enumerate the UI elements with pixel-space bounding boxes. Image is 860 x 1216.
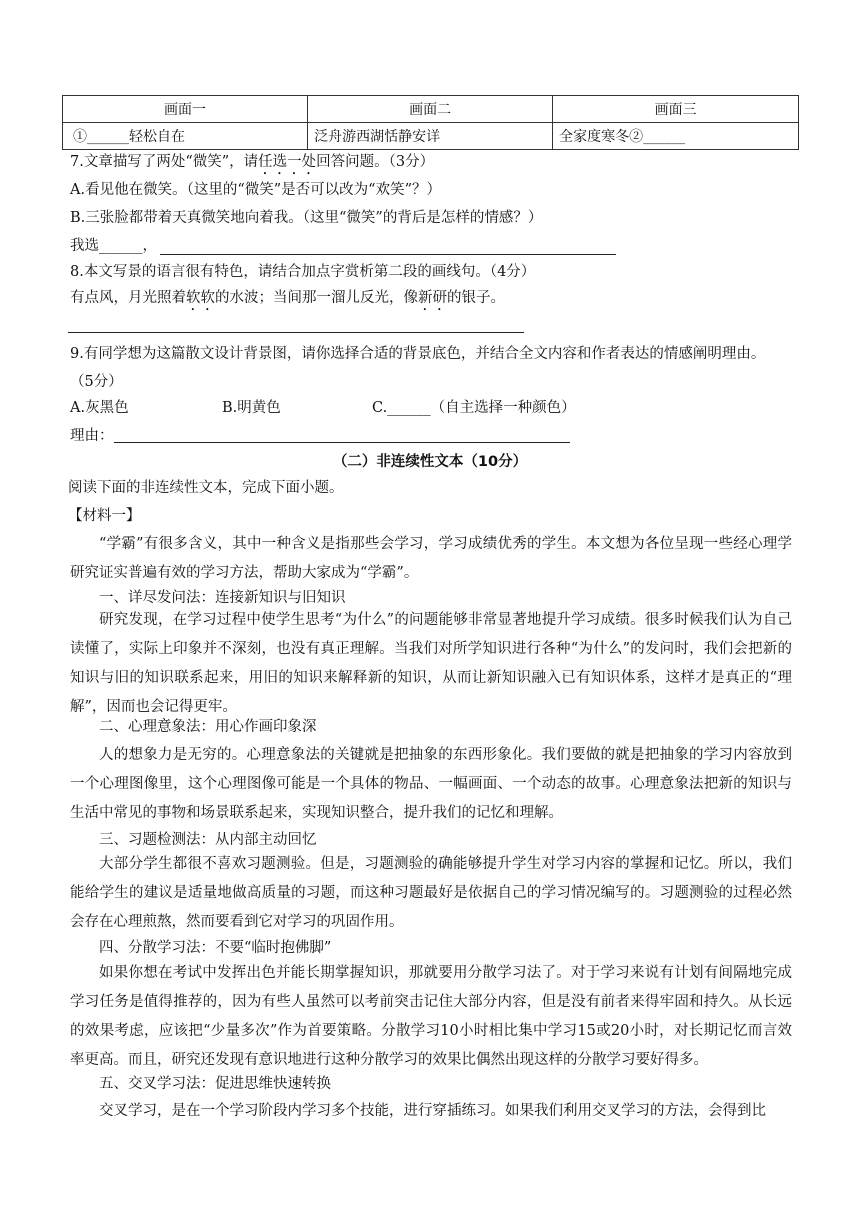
article-paragraph: 研究发现，在学习过程中使学生思考“为什么”的问题能够非常显著地提升学习成绩。很多时候我们认为自己读懂了，实际上印象并不深刻，也没有真正理解。当我们对所学知识进行各种“为什么”的发问时，我们会把新的知识与旧的知识联系起来，用旧的知识来解释新的知识，从而让新知识融入已有知识体系，这样才是真正的“理解”，因而也会记得更牢。 <box>70 612 792 715</box>
section-title: （二）非连续性文本（10分） <box>332 454 528 470</box>
article-heading: 四、分散学习法：不要“临时抱佛脚” <box>99 940 332 956</box>
reason-label: 理由： <box>70 428 114 444</box>
q8-text-2: 的水波；当间那一溜儿反光，像 <box>215 290 418 306</box>
article-heading: 三、习题检测法：从内部主动回忆 <box>99 832 317 848</box>
q8-dotted-2: 新研 <box>418 290 447 306</box>
question-7-option-b: B.三张脸都带着天真微笑地向着我。（这里“微笑”的背后是怎样的情感？） <box>70 210 543 226</box>
table-header-cell: 画面二 <box>308 96 553 123</box>
table-header-cell: 画面三 <box>553 96 799 123</box>
table-header-row <box>63 96 799 123</box>
question-7-answer-label: 我选______， <box>70 238 157 254</box>
option-b: B.明黄色 <box>222 400 281 416</box>
article-paragraph: “学霸”有很多含义，其中一种含义是指那些会学习，学习成绩优秀的学生。本文想为各位呈现一些经心理学研究证实普遍有效的学习方法，帮助大家成为“学霸”。 <box>70 536 792 581</box>
table-cell: 全家度寒冬②______ <box>553 123 799 150</box>
article-heading: 五、交叉学习法：促进思维快速转换 <box>99 1076 331 1092</box>
q8-dotted-1: 软软 <box>186 290 215 306</box>
question-7-title <box>70 152 434 178</box>
article-paragraph: 人的想象力是无穷的。心理意象法的关键就是把抽象的东西形象化。我们要做的就是把抽象的学习内容放到一个心理图像里，这个心理图像可能是一个具体的物品、一幅画面、一个动态的故事。心理意象法把新的知识与生活中常见的事物和场景联系起来，实现知识整合，提升我们的记忆和理解。 <box>70 747 792 821</box>
article-paragraph: 大部分学生都很不喜欢习题测验。但是，习题测验的确能够提升学生对学习内容的掌握和记忆。所以，我们能给学生的建议是适量地做高质量的习题，而这种习题最好是依据自己的学习情况编写的。习题测验的过程必然会存在心理煎熬，然而要看到它对学习的巩固作用。 <box>70 856 792 930</box>
q8-text-3: 的银子。 <box>447 290 505 306</box>
answer-blank-line[interactable] <box>68 332 524 333</box>
section-intro: 阅读下面的非连续性文本，完成下面小题。 <box>68 480 344 496</box>
table-cell: ①______轻松自在 <box>63 123 308 150</box>
answer-blank-line[interactable] <box>114 442 570 443</box>
article-paragraph: 如果你想在考试中发挥出色并能长期掌握知识，那就要用分散学习法了。对于学习来说有计划有间隔地完成学习任务是值得推荐的，因为有些人虽然可以考前突击记住大部分内容，但是没有前者来得牢固和持久。从长远的效果考虑，应该把“少量多次”作为首要策略。分散学习10小时相比集中学习15或20小时，对长期记忆而言效率更高。而且，研究还发现有意识地进行这种分散学习的效果比偶然出现这样的分散学习要好得多。 <box>70 965 792 1068</box>
q7-suffix: 回答问题。（3分） <box>316 154 435 170</box>
question-9-title: 9.有同学想为这篇散文设计背景图，请你选择合适的背景底色，并结合全文内容和作者表达的情感阐明理由。 <box>70 346 766 362</box>
option-a: A.灰黑色 <box>70 400 129 416</box>
question-8-sentence <box>70 288 505 314</box>
answer-blank-line[interactable] <box>160 254 616 255</box>
q8-text-1: 有点风，月光照着 <box>70 290 186 306</box>
article-paragraph: 交叉学习，是在一个学习阶段内学习多个技能，进行穿插练习。如果我们利用交叉学习的方法，会得到比 <box>99 1103 766 1119</box>
question-8-title: 8.本文写景的语言很有特色，请结合加点字赏析第二段的画线句。（4分） <box>70 264 536 280</box>
option-c: C.______（自主选择一种颜色） <box>372 400 576 416</box>
article-heading: 一、详尽发问法：连接新知识与旧知识 <box>99 590 346 606</box>
scene-table <box>62 95 799 150</box>
question-9-score: （5分） <box>70 374 123 390</box>
table-row <box>63 123 799 150</box>
q7-prefix: 7.文章描写了两处“微笑”，请 <box>70 154 259 170</box>
question-7-option-a: A.看见他在微笑。（这里的“微笑”是否可以改为“欢笑”？） <box>70 182 441 198</box>
q7-dotted-text: 任选一处 <box>258 154 317 170</box>
table-header-cell: 画面一 <box>63 96 308 123</box>
article-heading: 二、心理意象法：用心作画印象深 <box>99 719 317 735</box>
table-cell: 泛舟游西湖恬静安详 <box>308 123 553 150</box>
material-label: 【材料一】 <box>68 508 141 524</box>
